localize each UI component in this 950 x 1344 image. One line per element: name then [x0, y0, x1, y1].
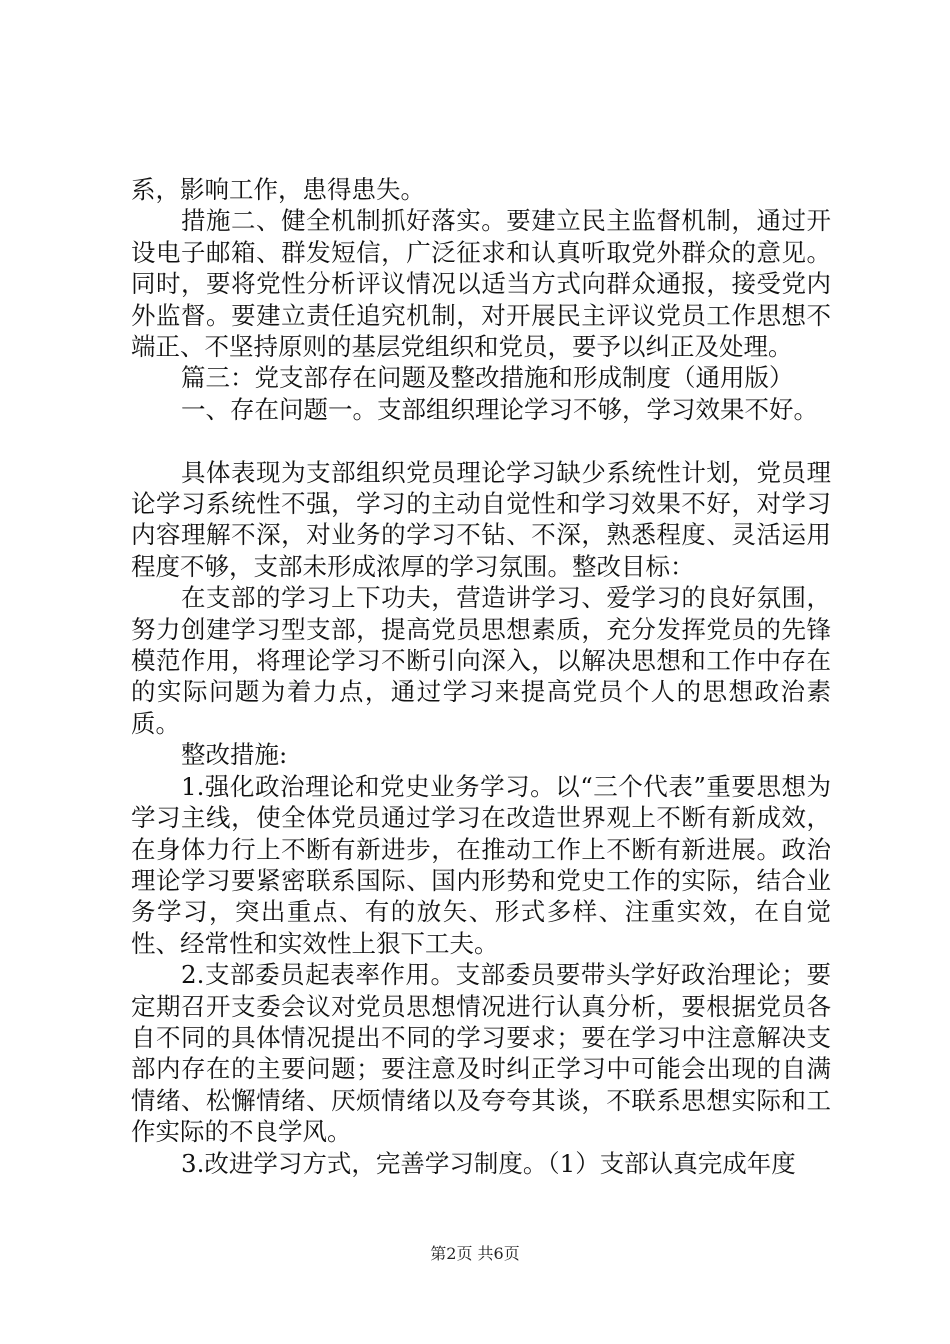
section-heading: 篇三：党支部存在问题及整改措施和形成制度（通用版）: [181, 363, 794, 393]
paragraph-continuation: 系，影响工作，患得患失。: [131, 175, 425, 204]
measure-item-1: 1.强化政治理论和党史业务学习。以“三个代表”重要思想为学习主线，使全体党员通过学习在改造世界观上不断有新成效，在身体力行上不断有新进步，在推动工作上不断有新进展。政治理论学习要紧密联系国际、国内形势和党史工作的实际，结合业务学习，突出重点、有的放矢、形式多样、注重实效，在自觉性、经常性和实效性上狠下工夫。: [131, 771, 831, 958]
document-body: [131, 174, 831, 1179]
measure-item-3: 3.改进学习方式，完善学习制度。（1）支部认真完成年度: [181, 1148, 796, 1178]
page-number-footer: 第2页 共6页: [430, 1244, 520, 1263]
measures-heading: 整改措施:: [181, 740, 288, 770]
paragraph-goal: 在支部的学习上下功夫，营造讲学习、爱学习的良好氛围，努力创建学习型支部，提高党员思想素质，充分发挥党员的先锋模范作用，将理论学习不断引向深入，以解决思想和工作中存在的实际问题为着力点，通过学习来提高党员个人的思想政治素质。: [131, 583, 831, 738]
paragraph-measure-two: 措施二、健全机制抓好落实。要建立民主监督机制，通过开设电子邮箱、群发短信，广泛征求和认真听取党外群众的意见。同时，要将党性分析评议情况以适当方式向群众通报，接受党内外监督。要建立责任追究机制，对开展民主评议党员工作思想不端正、不坚持原则的基层党组织和党员，要予以纠正及处理。: [131, 206, 831, 362]
problem-heading: 一、存在问题一。支部组织理论学习不够，学习效果不好。: [181, 394, 818, 424]
paragraph-problem-detail: 具体表现为支部组织党员理论学习缺少系统性计划，党员理论学习系统性不强，学习的主动自觉性和学习效果不好，对学习内容理解不深，对业务的学习不钻、不深，熟悉程度、灵活运用程度不够，支部未形成浓厚的学习氛围。整改目标：: [131, 457, 831, 581]
blank-line: [131, 425, 831, 456]
measure-item-2: 2.支部委员起表率作用。支部委员要带头学好政治理论；要定期召开支委会议对党员思想情况进行认真分析，要根据党员各自不同的具体情况提出不同的学习要求；要在学习中注意解决支部内存在的主要问题；要注意及时纠正学习中可能会出现的自满情绪、松懈情绪、厌烦情绪以及夸夸其谈，不联系思想实际和工作实际的不良学风。: [131, 960, 831, 1147]
